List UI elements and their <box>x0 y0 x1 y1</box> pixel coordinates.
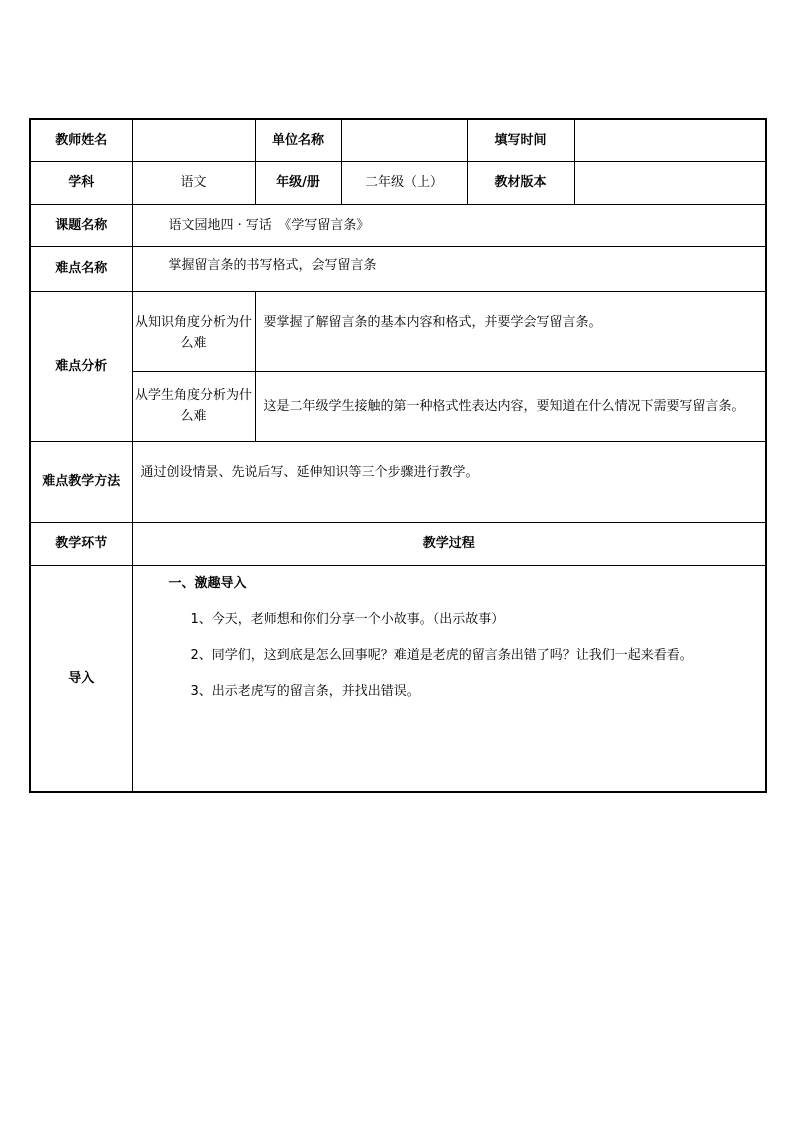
unit-name-field[interactable] <box>341 119 467 161</box>
intro-process-cell <box>132 565 766 792</box>
stage-header: 教学环节 <box>30 522 132 565</box>
process-header-row <box>30 522 766 565</box>
topic-row <box>30 204 766 246</box>
student-angle-value: 这是二年级学生接触的第一种格式性表达内容，要知道在什么情况下需要写留言条。 <box>255 371 766 441</box>
fill-date-field[interactable] <box>574 119 766 161</box>
method-value: 通过创设情景、先说后写、延伸知识等三个步骤进行教学。 <box>132 441 766 522</box>
textbook-edition-label: 教材版本 <box>467 161 574 204</box>
intro-row <box>30 565 766 792</box>
process-header: 教学过程 <box>132 522 766 565</box>
topic-value: 语文园地四 · 写话 《学写留言条》 <box>132 204 766 246</box>
grade-label: 年级/册 <box>255 161 341 204</box>
method-label: 难点教学方法 <box>30 441 132 522</box>
unit-name-label: 单位名称 <box>255 119 341 161</box>
subject-label: 学科 <box>30 161 132 204</box>
header-row-2 <box>30 161 766 204</box>
intro-item-1: 1、今天，老师想和你们分享一个小故事。（出示故事） <box>190 611 505 627</box>
subject-value: 语文 <box>132 161 255 204</box>
knowledge-angle-value: 要掌握了解留言条的基本内容和格式，并要学会写留言条。 <box>255 291 766 371</box>
intro-item-2: 2、同学们，这到底是怎么回事呢？难道是老虎的留言条出错了吗？让我们一起来看看。 <box>190 647 693 663</box>
lesson-plan-table <box>29 118 767 793</box>
intro-item-3: 3、出示老虎写的留言条，并找出错误。 <box>190 683 420 699</box>
method-row <box>30 441 766 522</box>
analysis-row-knowledge <box>30 291 766 371</box>
teacher-name-field[interactable] <box>132 119 255 161</box>
teacher-name-label: 教师姓名 <box>30 119 132 161</box>
grade-value: 二年级（上） <box>341 161 467 204</box>
difficulty-label: 难点名称 <box>30 246 132 291</box>
topic-label: 课题名称 <box>30 204 132 246</box>
header-row-1 <box>30 119 766 161</box>
fill-date-label: 填写时间 <box>467 119 574 161</box>
difficulty-row <box>30 246 766 291</box>
difficulty-value: 掌握留言条的书写格式，会写留言条 <box>132 246 766 291</box>
textbook-edition-field[interactable] <box>574 161 766 204</box>
student-angle-label: 从学生角度分析为什么难 <box>132 371 255 441</box>
analysis-row-student <box>30 371 766 441</box>
intro-heading: 一、激趣导入 <box>168 575 247 591</box>
knowledge-angle-label: 从知识角度分析为什么难 <box>132 291 255 371</box>
analysis-label: 难点分析 <box>30 291 132 441</box>
intro-stage-label: 导入 <box>30 565 132 792</box>
